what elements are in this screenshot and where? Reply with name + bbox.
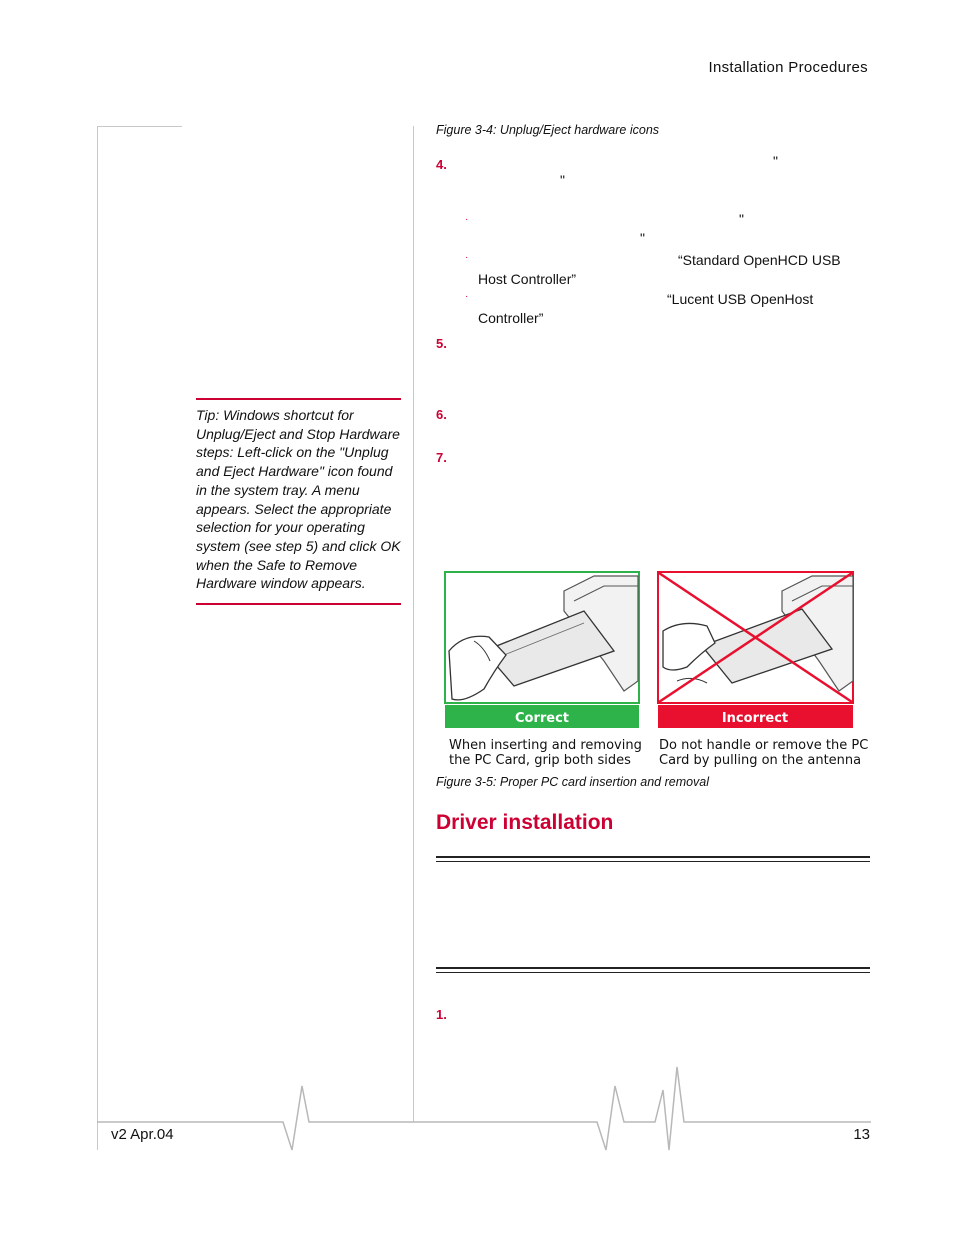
section-heading: Driver installation [436,811,614,834]
frame-left-rule [97,126,98,1150]
correct-figure [444,571,640,729]
step-number: 1. [436,1007,447,1022]
incorrect-figure [657,571,854,729]
bullet-mark: · [465,252,469,263]
bullet-text: “Lucent USB OpenHost [667,291,814,307]
correct-text-line: the PC Card, grip both sides [449,753,631,768]
step-quote: " [560,172,565,188]
running-header: Installation Procedures [708,59,868,76]
footer-signal-graphic [97,1060,871,1160]
frame-top-rule [97,126,182,127]
incorrect-text-line: Do not handle or remove the PC [659,738,869,753]
correct-label: Correct [514,711,570,726]
note-bottom-rule [436,967,870,973]
step-number: 5. [436,336,447,351]
tip-box [196,398,401,605]
bullet-quote: " [640,230,645,246]
step-quote: " [773,153,778,169]
incorrect-description [659,738,868,768]
step-number: 4. [436,157,447,172]
figure-caption: Figure 3-5: Proper PC card insertion and removal [436,775,710,789]
bullet-quote: " [739,211,744,227]
bullet-text: “Standard OpenHCD USB [678,252,841,268]
bullet-mark: · [465,214,469,225]
bullet-text: Host Controller” [478,271,577,287]
note-top-rule [436,856,870,862]
incorrect-text-line: Card by pulling on the antenna [659,753,862,768]
correct-description [449,738,642,768]
bullet-text: Controller” [478,310,544,326]
step-number: 7. [436,450,447,465]
page-number: 13 [853,1126,870,1143]
bullet-mark: · [465,291,469,302]
tip-text: Tip: Windows shortcut for Unplug/Eject and Stop Hardware steps: Left-click on the "Unplug and Eject Hardware" icon found in the system tray. A menu appears. Select the appropriate selection for your operating system (see step 5) and click OK when the Safe to Remove Hardware window appears. [196,407,401,592]
incorrect-label: Incorrect [721,711,789,726]
footer-version: v2 Apr.04 [111,1126,174,1143]
incorrect-illustration [657,571,854,729]
column-divider [413,126,414,1122]
correct-text-line: When inserting and removing [449,738,642,753]
figure-caption: Figure 3-4: Unplug/Eject hardware icons [436,123,660,137]
correct-illustration [444,571,640,729]
step-number: 6. [436,407,447,422]
